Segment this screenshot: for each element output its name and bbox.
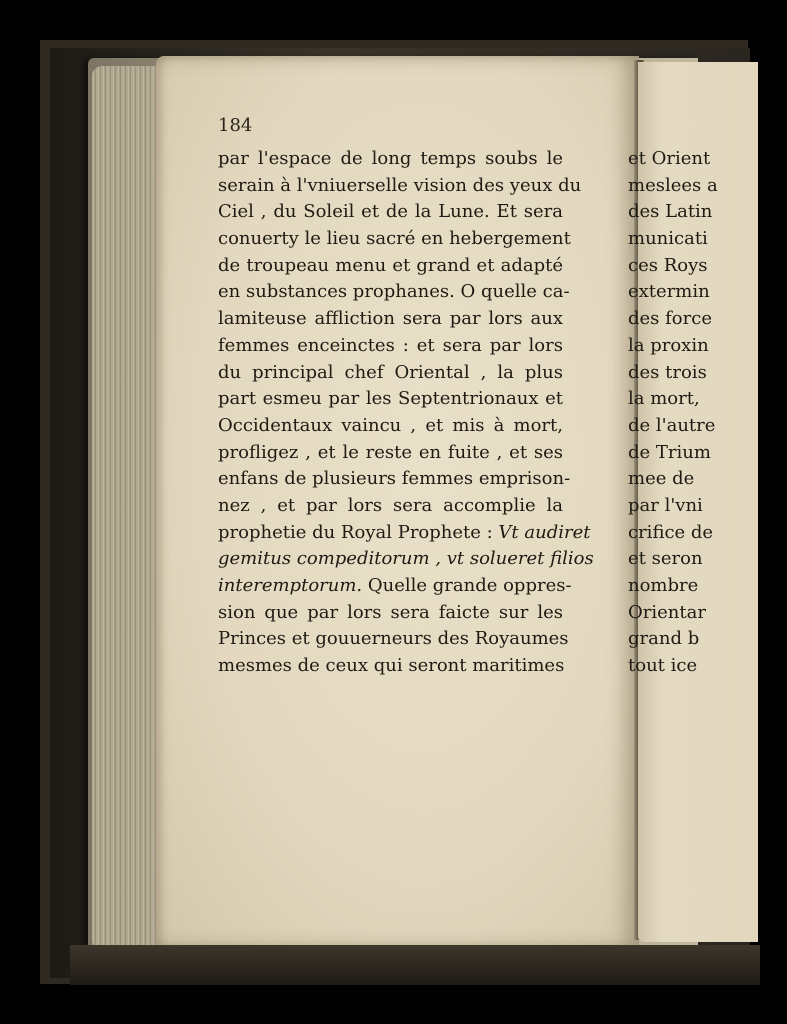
text-line: femmes enceinctes : et sera par lors <box>218 334 563 356</box>
text-line: des force <box>628 308 712 330</box>
text-line: et seron <box>628 548 703 570</box>
text-line: par l'espace de long temps soubs le <box>218 148 563 169</box>
text-line: conuerty le lieu sacré en hebergement <box>218 228 571 250</box>
text-line: mee de <box>628 468 695 490</box>
text-line: des Latin <box>628 201 713 223</box>
book-bottom-edge <box>70 945 760 985</box>
text-line: et Orient <box>628 148 711 169</box>
text-line: de Trium <box>628 441 711 463</box>
text-line: nez , et par lors sera accomplie la <box>218 494 563 516</box>
left-page-text <box>218 146 594 680</box>
text-line: de troupeau menu et grand et adapté <box>218 254 563 276</box>
text-line: lamiteuse affliction sera par lors aux <box>218 308 563 330</box>
text-roman: Quelle grande oppres- <box>362 575 572 596</box>
text-line: enfans de plusieurs femmes emprison- <box>218 468 571 490</box>
text-line: crifice de <box>628 521 714 543</box>
text-line: tout ice <box>628 655 698 677</box>
text-line: extermin <box>628 281 710 303</box>
text-line: la proxin <box>628 334 709 356</box>
text-line: Princes et gouuerneurs des Royaumes <box>218 628 569 650</box>
text-line: sion que par lors sera faicte sur les <box>218 601 563 623</box>
text-line <box>218 573 572 600</box>
text-line: des trois <box>628 361 707 383</box>
text-line: serain à l'vniuerselle vision des yeux du <box>218 174 582 196</box>
text-line: la mort, <box>628 388 700 410</box>
text-line: grand b <box>628 628 700 650</box>
right-page-text <box>628 146 718 680</box>
text-roman: prophetie du Royal Prophete : <box>218 521 499 543</box>
text-line: mesmes de ceux qui seront maritimes <box>218 655 565 677</box>
text-line: ces Roys <box>628 254 708 276</box>
text-line: par l'vni <box>628 494 703 516</box>
latin-quotation: Vt audiret <box>498 521 591 543</box>
page-number: 184 <box>218 115 253 136</box>
text-line: part esmeu par les Septentrionaux et <box>218 388 563 410</box>
text-line: du principal chef Oriental , la plus <box>218 361 563 383</box>
latin-quotation: interemptorum. <box>218 575 363 596</box>
latin-quotation: gemitus compeditorum , vt solueret filios <box>218 548 594 570</box>
text-line: meslees a <box>628 174 718 196</box>
text-line: nombre <box>628 575 699 596</box>
text-line: en substances prophanes. O quelle ca- <box>218 281 570 303</box>
text-line: Occidentaux vaincu , et mis à mort, <box>218 414 563 436</box>
text-line <box>218 520 591 547</box>
text-line: Ciel , du Soleil et de la Lune. Et sera <box>218 201 563 223</box>
text-line: Orientar <box>628 601 706 623</box>
text-line <box>218 546 594 573</box>
text-line: profligez , et le reste en fuite , et ses <box>218 441 563 463</box>
text-line: municati <box>628 228 708 250</box>
text-line: de l'autre <box>628 414 716 436</box>
